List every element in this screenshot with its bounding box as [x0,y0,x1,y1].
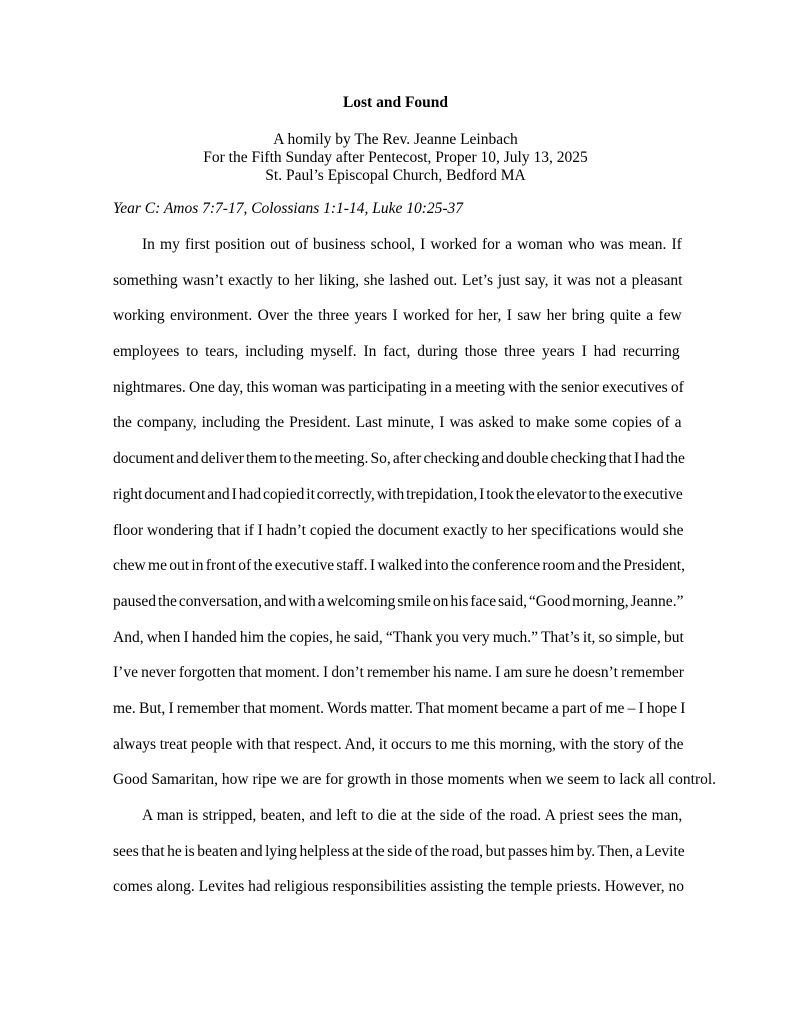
readings-line: Year C: Amos 7:7-17, Colossians 1:1-14, Luke 10:25-37 [113,200,464,217]
body-line: nightmares. One day, this woman was participating in a meeting with the senior executives of [113,378,684,396]
body-line: always treat people with that respect. And, it occurs to me this morning, with the story of the [113,735,684,753]
body-line: working environment. Over the three years I worked for her, I saw her bring quite a few [113,307,682,325]
body-line: chew me out in front of the executive staff. I walked into the conference room and the President, [113,557,685,575]
body-line: employees to tears, including myself. In fact, during those three years I had recurring [113,343,680,361]
body-line: And, when I handed him the copies, he said, “Thank you very much.” That’s it, so simple, but [113,628,684,646]
paragraph-2-start: A man is stripped, beaten, and left to die at the side of the road. A priest sees the man, [142,807,683,824]
body-line: sees that he is beaten and lying helpless at the side of the road, but passes him by. Then, a Levite [113,842,685,860]
occasion-line: For the Fifth Sunday after Pentecost, Proper 10, July 13, 2025 [203,149,588,166]
body-line: right document and I had copied it correctly, with trepidation, I took the elevator to the executive [113,485,683,503]
church-line: St. Paul’s Episcopal Church, Bedford MA [265,167,526,184]
document-title: Lost and Found [342,94,449,111]
body-line: something wasn’t exactly to her liking, she lashed out. Let’s just say, it was not a pleasant [113,271,683,289]
body-line: document and deliver them to the meeting. So, after checking and double checking that I had the [113,450,685,468]
author-line: A homily by The Rev. Jeanne Leinbach [273,131,518,148]
body-line: me. But, I remember that moment. Words matter. That moment became a part of me – I hope I [113,699,686,717]
body-line: Good Samaritan, how ripe we are for growth in those moments when we seem to lack all control. [113,771,717,789]
body-line: the company, including the President. Last minute, I was asked to make some copies of a [113,414,682,432]
body-line: I’ve never forgotten that moment. I don’t remember his name. I am sure he doesn’t remember [113,664,684,682]
body-line: floor wondering that if I hadn’t copied the document exactly to her specifications would she [113,521,684,539]
homily-body [113,227,717,905]
body-line: comes along. Levites had religious responsibilities assisting the temple priests. However, no [113,878,685,896]
paragraph-1-start: In my first position out of business school, I worked for a woman who was mean. If [142,236,682,253]
document-subtitle [0,131,791,185]
body-line: paused the conversation, and with a welcoming smile on his face said, “Good morning, Jeanne.” [113,592,684,610]
